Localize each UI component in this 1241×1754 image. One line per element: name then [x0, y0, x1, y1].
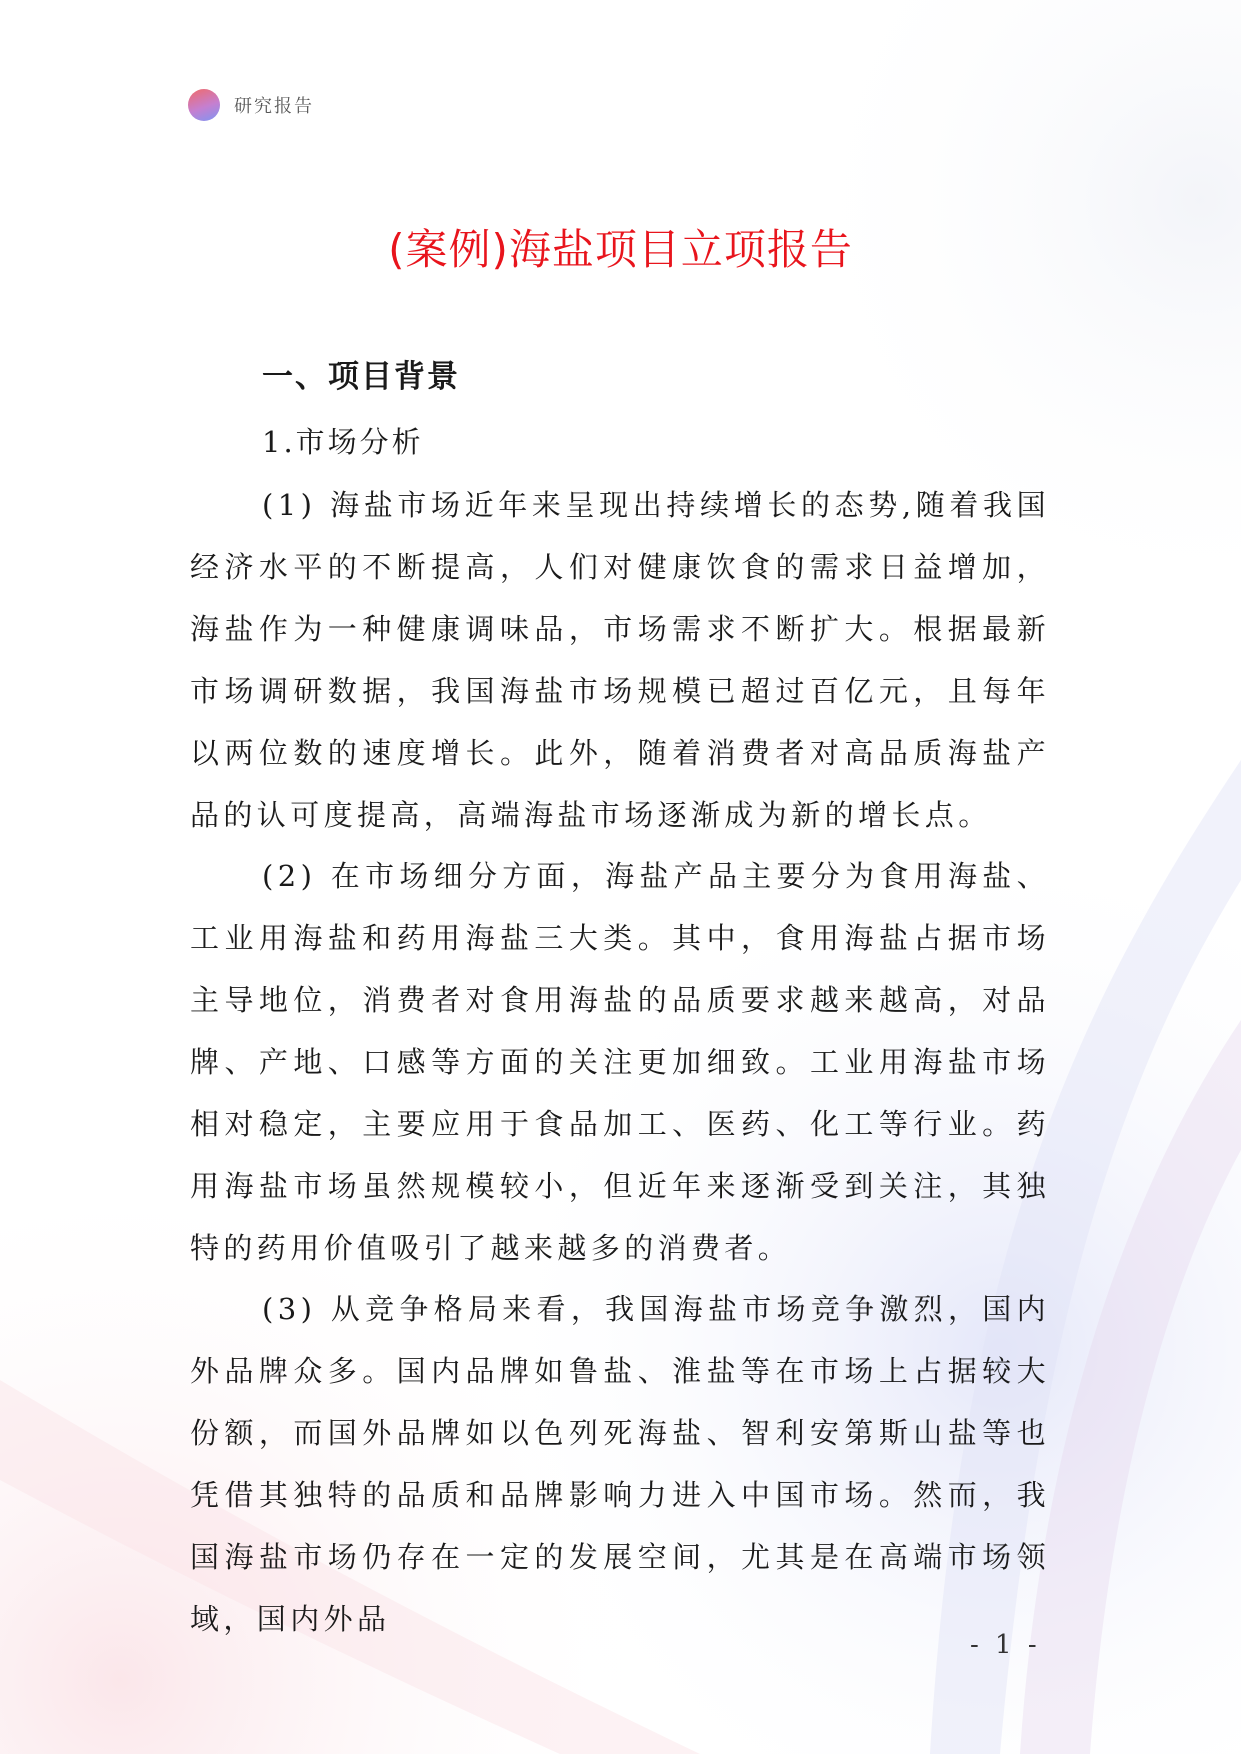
brand-label: 研究报告: [234, 96, 314, 117]
paragraph: (1) 海盐市场近年来呈现出持续增长的态势,随着我国经济水平的不断提高，人们对健康饮食的需求日益增加，海盐作为一种健康调味品，市场需求不断扩大。根据最新市场调研数据，我国海盐市场规模已超过百亿元，且每年以两位数的速度增长。此外，随着消费者对高品质海盐产品的认可度提高，高端海盐市场逐渐成为新的增长点。: [190, 488, 1050, 832]
report-header: [188, 88, 314, 122]
paragraph: (3) 从竞争格局来看，我国海盐市场竞争激烈，国内外品牌众多。国内品牌如鲁盐、淮盐等在市场上占据较大份额，而国外品牌如以色列死海盐、智利安第斯山盐等也凭借其独特的品质和品牌影响力进入中国市场。然而，我国海盐市场仍存在一定的发展空间，尤其是在高端市场领域，国内外品: [190, 1292, 1050, 1636]
paragraph: (2) 在市场细分方面，海盐产品主要分为食用海盐、工业用海盐和药用海盐三大类。其中，食用海盐占据市场主导地位，消费者对食用海盐的品质要求越来越高，对品牌、产地、口感等方面的关注更加细致。工业用海盐市场相对稳定，主要应用于食品加工、医药、化工等行业。药用海盐市场虽然规模较小，但近年来逐渐受到关注，其独特的药用价值吸引了越来越多的消费者。: [190, 859, 1050, 1265]
subsection-heading: 1.市场分析: [262, 425, 424, 459]
page-number: - 1 -: [970, 1630, 1041, 1660]
section-heading: 一、项目背景: [262, 359, 460, 395]
document-title: (案例)海盐项目立项报告: [388, 225, 853, 274]
brand-logo-icon: [188, 89, 220, 121]
